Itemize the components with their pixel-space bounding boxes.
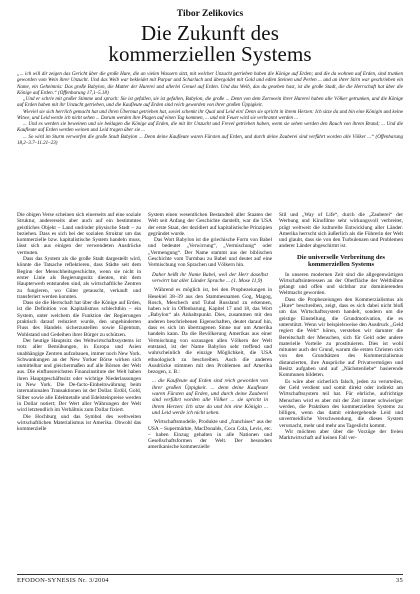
intro-quote	[17, 71, 403, 146]
footer-journal: EFODON-SYNESIS Nr. 3/2004	[17, 577, 109, 584]
bible-quote: ... die Kaufleute auf Erden sind reich geworden von ihrer großen Üppigkeit. ... denn deine Kaufleute waren Fürsten auf Erden, und durch deine Zauberei sind verführt worden alle Völker ... sie spricht in ihrem Herzen: Ich sitze da und bin eine Königin ... und Leid werde ich nicht sehen.	[152, 378, 268, 416]
intro-paragraph: ... So wird im Sturm verworfen die große Stadt Babylon ... Denn deine Kaufleute waren Fürsten auf Erden, und durch deine Zauberei sind verführt worden alle Völker ...“ (Offenbarung 18,2–3.7–11.21–23)	[17, 133, 403, 146]
body-paragraph: Wirtschaftsmodelle, Produkte und „franchises“ aus der USA – Supermärkte, MacDonalds, Coca Cola, Levis, etc. – haben Einzug gehalten in alle Nationen und Gesellschaftsformen der Welt. Der besonders amerikanische kommerzielle	[148, 419, 272, 451]
bible-quote: Daher heißt ihr Name Babel, weil der Herr daselbst verwirrt hat aller Länder Sprache ... (1. Mose 11,9)	[152, 271, 268, 284]
body-paragraph: Die obigen Verse scheinen sich einerseits auf eine soziale Struktur, andererseits aber auch auf ein bestimmtes geistliches Objekt – Land und/oder physische Stadt – zu beziehen. Dass es sich bei der sozialen Struktur um das kommerzielle bzw. kapitalistische System handeln muss, lässt sich aus einigen der verwendeten Ausdrücke vermuten.	[17, 212, 141, 256]
column-1	[17, 212, 141, 567]
body-paragraph: Das Wort Babylon ist die griechische Form von Babel und bedeutet „Verwirrung“, „Vermischung“ oder „Vermengung“. Der Name stammt aus der biblischen Geschichte vom Turmbau zu Babel und deutet auf eine Vermischung von Sprachen und Völkern hin.	[148, 237, 272, 269]
article-title	[17, 23, 403, 65]
body-columns	[17, 212, 403, 567]
page-number: 35	[395, 577, 403, 584]
intro-paragraph: „... ich will dir zeigen das Gericht über die große Hure, die an vielen Wassern sitzt, mit welcher Unzucht getrieben haben die Könige auf Erden; und die da wohnen auf Erden, sind trunken geworden vom Wein ihrer Unzucht. Und das Weib war bekleidet mit Purpur und Scharlach und übergoldet mit Gold und edlen Steinen und Perlen ... und an ihrer Stirn war geschrieben ein Name, ein Geheimnis: Das große Babylon, die Mutter der Hurerei und allerlei Greuel auf Erden. Und das Weib, das du gesehen hast, ist die große Stadt, die die Herrschaft hat über die Könige auf Erden.“ (Offenbarung 17,1–5.18)	[17, 71, 403, 96]
body-paragraph: Wir möchten aber über die Vorzüge der freien Marktwirtschaft auf keinen Fall ver-	[279, 429, 403, 442]
intro-paragraph: ... Und es werden sie beweinen und sie beklagen die Könige auf Erden, die mit ihr Unzucht und Frevel getrieben haben, wenn sie sehen werden den Rauch von ihrem Brand; ... Und die Kaufleute auf Erden werden weinen und Leid tragen über sie ...	[17, 121, 403, 134]
intro-paragraph: Wieviel sie sich herrlich gemacht hat und ihren Übermut getrieben hat, soviel schenkt ihr Qual und Leid ein! Denn sie spricht in ihrem Herzen: Ich sitze da und bin eine Königin und keine Witwe, und Leid werde ich nicht sehen ... Darum werden ihre Plagen auf einen Tag kommen, ... und mit Feuer wird sie verbrannt werden ...	[17, 108, 403, 121]
body-paragraph: Es wäre aber sicherlich falsch, jeden zu verurteilen, der Geld verdient und somit direkt oder indirekt am Wirtschaftssystem teil hat. Für ehrliche, aufrichtige Menschen wird es aber mit der Zeit immer schwieriger werden, die Praktiken des kommerziellen Systems zu billigen, wenn das damit einhergehende Leid und unvermeidliche Verschwendung, die dieses System verursacht, mehr und mehr ans Tageslicht kommt.	[279, 378, 403, 429]
column-2	[148, 212, 272, 567]
body-paragraph: Stil und „Way of Life“, durch die „Zauberei“ der Werbung und Kinofilme sehr wirkungsvoll verbreitet, prägt weltweit die kulturelle Entwicklung aller Länder. Amerika herrscht sich äußerlich als die Führerin der Welt und glaubt, dass sie von den Turbulenzen und Problemen anderer Länder abgeschirmt ist.	[279, 212, 403, 250]
section-heading: Die universelle Verbreitung des kommerziellen Systems	[297, 253, 385, 269]
title-line-2: kommerziellen Systems	[108, 42, 312, 66]
body-paragraph: Dass die Prophezeiungen den Kommerzialismus als „Hure“ beschreiben, zeigt, dass es sich dabei nicht bloß um das Wirtschaftssystem handelt, sondern um die geistige Einstellung, die Grundmotivation, die es unterstützt. Wenn wir beispielsweise den Ausdruck „Geld regiert die Welt“ hören, verstehen wir darunter die Bereitschaft der Menschen, sich für Geld oder andere materielle Vorteile zu prostituieren. Dies ist wohl mitunter auch der Grund, warum die ersten Christen sich von den Grundsätzen des Kommerzialismus distanzierten, ihre Ansprüche auf Privatvermögen und Besitz aufgaben und auf „Nächstenliebe“ basierende Kommunen bildeten.	[279, 296, 403, 379]
title-line-1: Die Zukunft des	[141, 21, 279, 45]
intro-paragraph: „Und er schrie mit großer Stimme und sprach: Sie ist gefallen, sie ist gefallen, Babylon, die große ... Denn von dem Zornwein ihrer Hurerei haben alle Völker getrunken, und die Könige auf Erden haben mit ihr Unzucht getrieben, und die Kaufleute auf Erden sind reich geworden von ihrer großen Üppigkeit.	[17, 96, 403, 109]
body-paragraph: Dass sie die Herrschaft hat über die Könige auf Erden, ist die Definition von Kapitalismus schlechthin – ein System, unter welchem die Funktion der Regierungen praktisch darauf reduziert wurde, den ungehinderten Fluss des Handels sicherzustellen sowie Eigentum, Wohlstand und Gedeihen ihrer Bürger zu schützen.	[17, 300, 141, 338]
body-paragraph: Während es möglich ist, bei den Prophezeiungen in Hesekiel 38–39 aus den Stammesnamen Gog, Magog, Rosch, Meschech und Tubal Russland zu erkennen, haben wir in Offenbarung, Kapitel 17 und 18, das Wort „Babylon“ als Anhaltspunkt. Dies, zusammen mit den anderen beschriebenen Eigenschaften, deutet darauf hin, dass es sich im übertragenen Sinne nur um Amerika handeln kann. Da die Bevölkerung Amerikas aus einer Vermischung von sozusagen allen Völkern der Welt entstand, ist der Name Babylon sehr treffend und wahrscheinlich die einzige Möglichkeit, die USA ethnologisch zu beschreiben. Auch die anderen Ausdrücke stimmen mit den Problemen auf Amerika bezogen, z. B.:	[148, 287, 272, 376]
body-paragraph: Dass das System als die große Stadt dargestellt wird, könnte die Tatsache reflektieren, dass Städte seit dem Beginn der Menschheitsgeschichte, wenn sie nicht in erster Linie als Regierungssitz dienten, mit dem Haupterwerb entstanden sind, als wirtschaftliche Zentren zu fungieren, wo Güter getauscht, verkauft und transferiert werden konnten.	[17, 256, 141, 300]
body-paragraph: Der heutige Hauptsitz des Weltwirtschaftssystems ist trotz aller Bemühungen, in Europa und Asien unabhängige Zentren aufzubauen, immer noch New York. Schwankungen an der New Yorker Börse wirken sich unmittelbar und gleichermaßen auf alle Börsen der Welt aus. Die einflussreichsten Finanzinstitute der Welt haben ihren Hauptgeschäftssitz oder wichtige Niederlassungen in New York. Die De-facto-Einheitswährung beim internationalen Transaktionen ist der Dollar. Erdöl, Gold, Silber sowie alle Edelmetalle und Edelsteinpreise werden in Dollar notiert; Der Wert aller Währungen der Welt wird letztendlich im Verhältnis zum Dollar fixiert.	[17, 337, 141, 414]
page-footer	[17, 574, 403, 584]
body-paragraph: System einen wesentlichen Bestandteil aller Staaten der Welt seit Anfang der Geschichte darstellt, war die USA der erste Staat, der dezidiert auf kapitalistische Prinzipien gegründet wurde.	[148, 212, 272, 237]
body-paragraph: In unseren modernen Zeit sind die allgegenwärtigen Wirtschaftsinteressen an der Oberfläche der Weltbühne gelangt und offen und sichtbar zur dominierenden Weltmacht geworden.	[279, 271, 403, 297]
column-3	[279, 212, 403, 567]
body-paragraph: Die Hochburg und das Symbol des weltweiten wirtschaftlichen Materialismus ist Amerika. Obwohl das kommerzielle	[17, 413, 141, 433]
article-author: Tibor Zelikovics	[176, 9, 244, 19]
